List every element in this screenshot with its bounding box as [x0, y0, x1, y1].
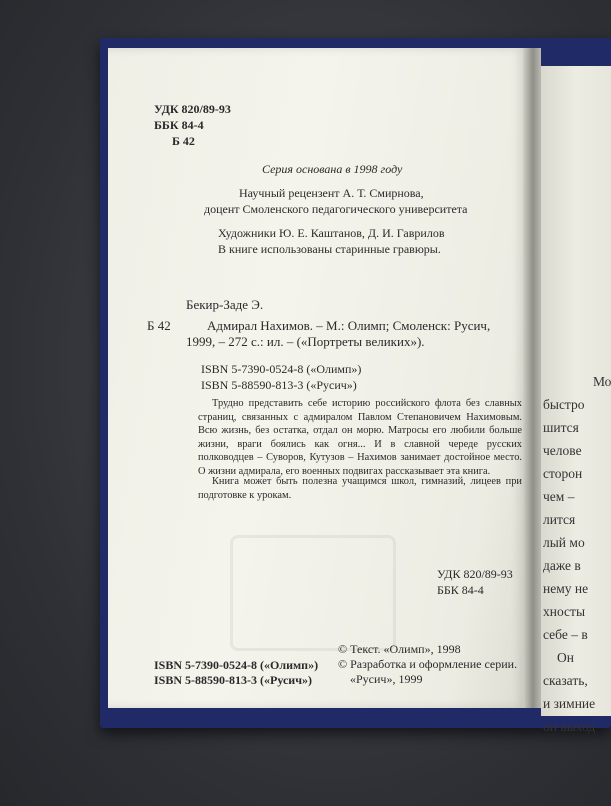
right-page-line: сторон [543, 466, 583, 481]
bbk-code: ББК 84-4 [154, 118, 204, 132]
right-page-line: он выход [543, 719, 596, 734]
biblio-title-line: Адмирал Нахимов. – М.: Олимп; Смоленск: Русич, [207, 318, 491, 333]
right-page-line: и зимние [543, 696, 596, 711]
right-page-line: чем – [543, 489, 575, 504]
right-page-line: Он [557, 650, 574, 665]
show-through-print [230, 535, 396, 651]
right-page-line: даже в [543, 558, 581, 573]
right-page-line: себе – в [543, 627, 588, 642]
engravings-line: В книге использованы старинные гравюры. [218, 242, 441, 256]
isbn-bottom-rusich: ISBN 5-88590-813-3 («Русич») [154, 673, 312, 687]
copyright-text: © Текст. «Олимп», 1998 [338, 642, 461, 656]
artists-line: Художники Ю. Е. Каштанов, Д. И. Гаврилов [218, 226, 445, 240]
author-name: Бекир-Заде Э. [186, 297, 264, 312]
biblio-code: Б 42 [147, 318, 171, 333]
right-page-line: челове [543, 443, 582, 458]
copyright-design: © Разработка и оформление серии. [338, 657, 518, 671]
annotation-paragraph: Трудно представить себе историю российского флота без славных страниц, связанных с адмиралом Павлом Степановичем Нахимовым. Всю жизнь, без остатка, отдал он морю. Матросы его любили больше жизни, враги боялись как огня... И в славной череде русских полководцев – Суворов, Кутузов – Нахимов занимает достойное место. О жизни адмирала, его военных подвигах рассказывает эта книга. [198, 398, 522, 477]
right-page-line: сказать, [543, 673, 588, 688]
biblio-imprint-line: 1999, – 272 с.: ил. – («Портреты великих»). [186, 334, 425, 349]
right-page-line: Мо [593, 374, 611, 389]
isbn-bottom-olimp: ISBN 5-7390-0524-8 («Олимп») [154, 658, 319, 672]
series-note: Серия основана в 1998 году [262, 162, 403, 176]
right-page-line: лится [543, 512, 576, 527]
right-page-line: хносты [543, 604, 586, 619]
annotation-usage: Книга может быть полезна учащимся школ, гимназий, лицеев при подготовке к урокам. [198, 476, 522, 501]
copyright-publisher: «Русич», 1999 [350, 672, 423, 686]
author-mark: Б 42 [172, 134, 195, 148]
isbn-rusich: ISBN 5-88590-813-3 («Русич») [201, 378, 357, 392]
right-page-line: шится [543, 420, 579, 435]
udk-code: УДК 820/89-93 [154, 102, 231, 116]
reviewer-affiliation: доцент Смоленского педагогического университета [204, 202, 468, 216]
right-page-line: лый мо [543, 535, 585, 550]
book-spine-gutter [523, 48, 541, 708]
right-page-line: быстро [543, 397, 585, 412]
reviewer-line: Научный рецензент А. Т. Смирнова, [239, 186, 424, 200]
isbn-olimp: ISBN 5-7390-0524-8 («Олимп») [201, 362, 362, 376]
right-page-line: нему не [543, 581, 589, 596]
right-page [541, 66, 611, 734]
bbk-code-bottom: ББК 84-4 [437, 583, 484, 597]
udk-code-bottom: УДК 820/89-93 [437, 567, 513, 581]
